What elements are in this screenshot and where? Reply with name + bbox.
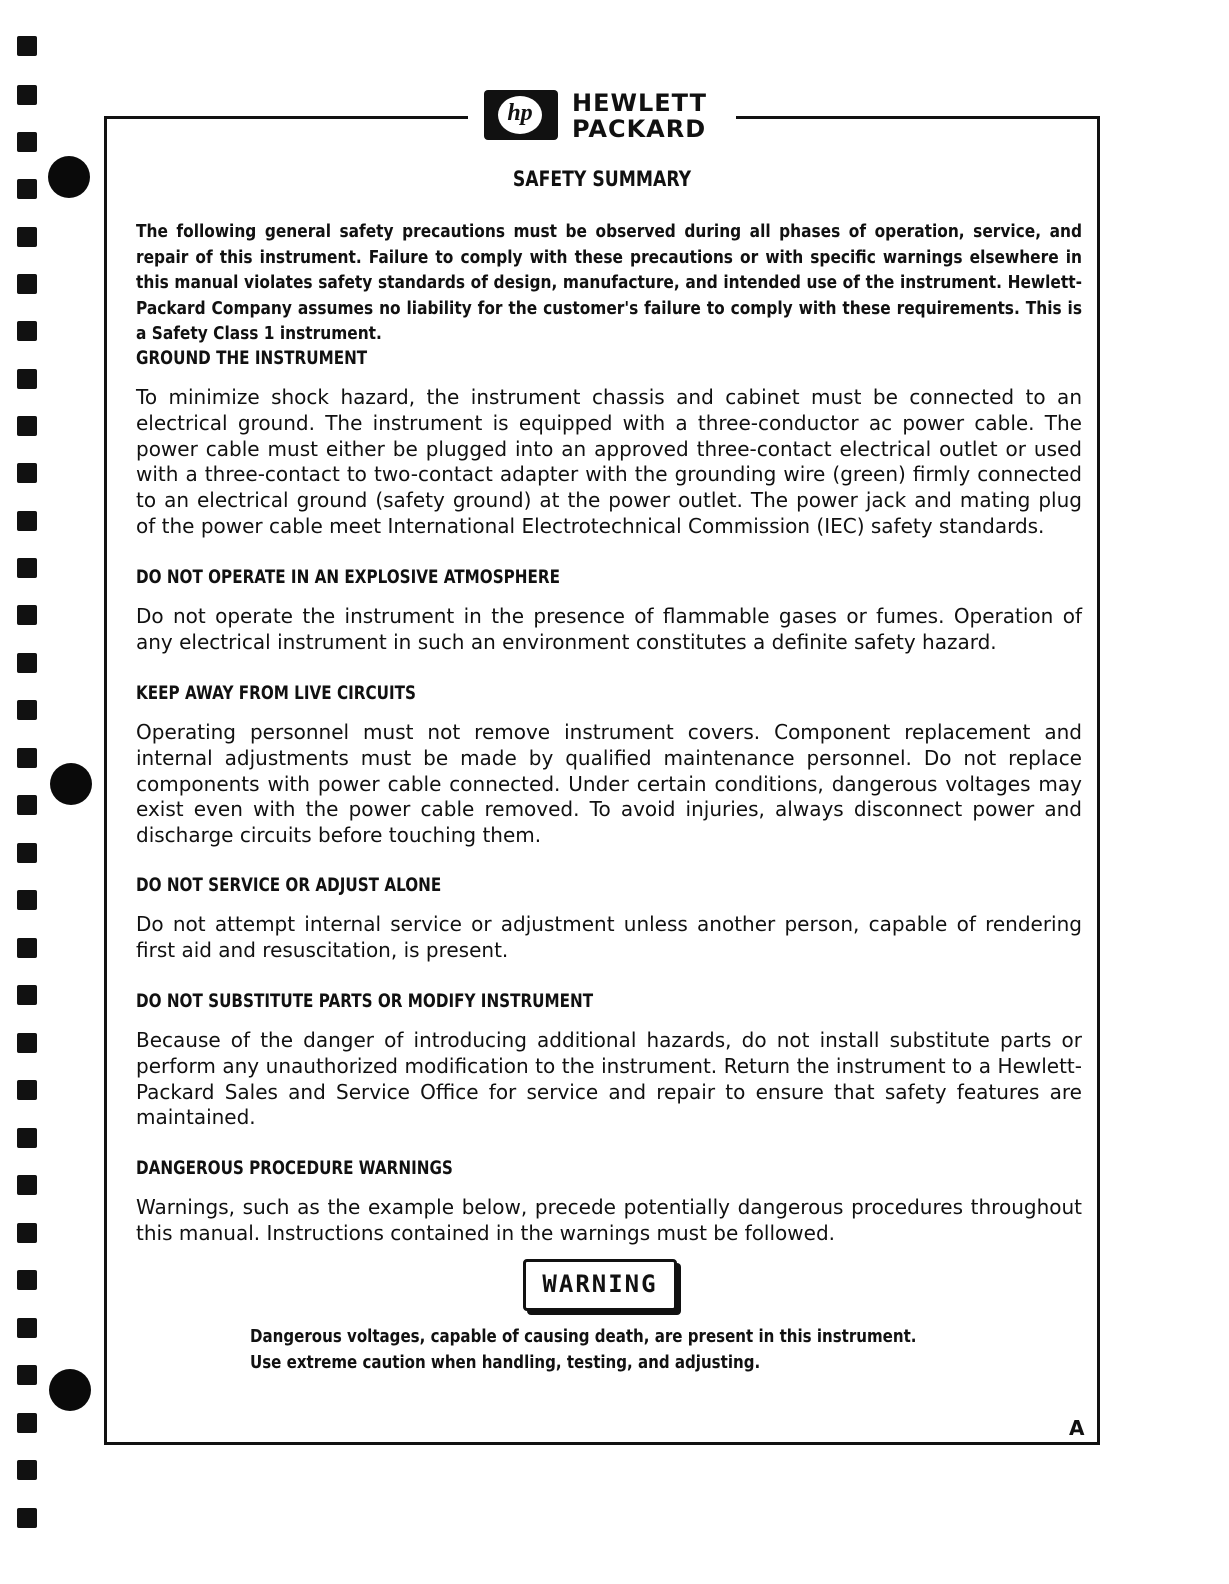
section-body: Operating personnel must not remove instrument covers. Component replacement and internal adjustments must be made by qualified maintenance personnel. Do not replace components with power cable connected. Under certain conditions, dangerous voltages may exist even with the power cable removed. To avoid injuries, always disconnect power and discharge circuits before touching them.	[136, 720, 1082, 848]
binder-mark	[17, 85, 37, 105]
warning-label: WARNING	[542, 1270, 658, 1298]
binder-mark	[17, 227, 37, 247]
binder-mark	[17, 1033, 37, 1053]
section-heading: KEEP AWAY FROM LIVE CIRCUITS	[136, 682, 416, 704]
binder-mark	[17, 938, 37, 958]
binder-mark	[17, 1318, 37, 1338]
binder-mark	[17, 36, 37, 56]
binder-mark	[17, 605, 37, 625]
warning-text: Dangerous voltages, capable of causing death, are present in this instrument. Use extreme caution when handling, testing, and adjusting.	[250, 1327, 917, 1373]
company-name-line2: PACKARD	[572, 115, 707, 143]
section-body: Warnings, such as the example below, precede potentially dangerous procedures throughout this manual. Instructions contained in the warnings must be followed.	[136, 1195, 1082, 1245]
binder-mark	[17, 1080, 37, 1100]
binder-mark	[17, 511, 37, 531]
binder-mark	[17, 1128, 37, 1148]
section-body: Do not attempt internal service or adjustment unless another person, capable of rendering first aid and resuscitation, is present.	[136, 912, 1082, 962]
binder-mark	[17, 890, 37, 910]
binder-mark	[17, 416, 37, 436]
punch-hole	[48, 156, 90, 198]
binder-mark	[17, 558, 37, 578]
warning-label-box	[523, 1259, 677, 1311]
section-heading: DO NOT SUBSTITUTE PARTS OR MODIFY INSTRUMENT	[136, 990, 594, 1012]
binder-mark	[17, 1365, 37, 1385]
binder-mark	[17, 1175, 37, 1195]
binder-mark	[17, 795, 37, 815]
binder-mark	[17, 1508, 37, 1528]
binder-mark	[17, 463, 37, 483]
binder-mark	[17, 1270, 37, 1290]
punch-hole	[50, 763, 92, 805]
section-body: Because of the danger of introducing additional hazards, do not install substitute parts or perform any unauthorized modification to the instrument. Return the instrument to a Hewlett-Packard Sales and Service Office for service and repair to ensure that safety features are maintained.	[136, 1028, 1082, 1130]
intro-paragraph: The following general safety precautions must be observed during all phases of operation, service, and repair of this instrument. Failure to comply with these precautions or with specific warnings elsewhere in this manual violates safety standards of design, manufacture, and intended use of the instrument. Hewlett-Packard Company assumes no liability for the customer's failure to comply with these requirements. This is a Safety Class 1 instrument.	[136, 222, 1082, 344]
section-heading: DANGEROUS PROCEDURE WARNINGS	[136, 1157, 453, 1179]
binder-mark	[17, 369, 37, 389]
binder-mark	[17, 985, 37, 1005]
section-body: To minimize shock hazard, the instrument chassis and cabinet must be connected to an electrical ground. The instrument is equipped with a three-conductor ac power cable. The power cable must either be plugged into an approved three-contact electrical outlet or used with a three-contact to two-contact adapter with the grounding wire (green) firmly connected to an electrical ground (safety ground) at the power outlet. The power jack and mating plug of the power cable meet International Electrotechnical Commission (IEC) safety standards.	[136, 385, 1082, 538]
binder-mark	[17, 1223, 37, 1243]
binder-mark	[17, 321, 37, 341]
binder-mark	[17, 700, 37, 720]
binder-mark	[17, 843, 37, 863]
binder-mark	[17, 179, 37, 199]
company-name	[572, 90, 707, 142]
binder-mark	[17, 132, 37, 152]
binder-mark	[17, 1460, 37, 1480]
page-number: A	[1069, 1416, 1085, 1440]
section-body: Do not operate the instrument in the presence of flammable gases or fumes. Operation of any electrical instrument in such an environment constitutes a definite safety hazard.	[136, 604, 1082, 654]
section-heading: DO NOT SERVICE OR ADJUST ALONE	[136, 874, 442, 896]
company-name-line1: HEWLETT	[572, 89, 707, 117]
page-title: SAFETY SUMMARY	[512, 167, 692, 191]
section-heading: GROUND THE INSTRUMENT	[136, 347, 368, 369]
binder-mark	[17, 1413, 37, 1433]
hp-logo-icon: hp	[484, 90, 558, 140]
binder-mark	[17, 748, 37, 768]
binder-mark	[17, 653, 37, 673]
binder-mark	[17, 274, 37, 294]
punch-hole	[49, 1369, 91, 1411]
section-heading: DO NOT OPERATE IN AN EXPLOSIVE ATMOSPHERE	[136, 566, 560, 588]
